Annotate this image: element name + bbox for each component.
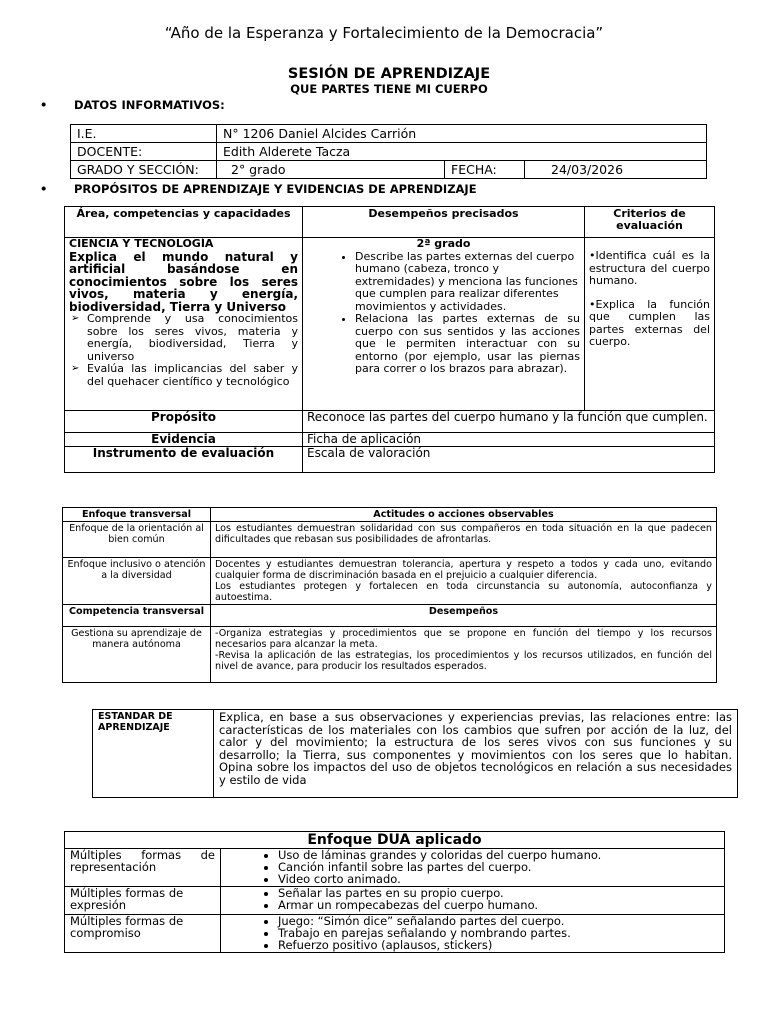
table-row (63, 627, 717, 683)
competencia-items (211, 627, 717, 683)
proposito-label: Propósito (65, 411, 303, 433)
table-row (65, 849, 725, 887)
col-competencia-header: Competencia transversal (63, 605, 211, 627)
fecha-label: FECHA: (445, 161, 525, 179)
list-item: ➢ Evalúa las implicancias del saber y del quehacer científico y tecnológico (87, 363, 298, 388)
docente-value: Edith Alderete Tacza (217, 143, 707, 161)
list-item: -Organiza estrategias y procedimientos que se propone en función del tiempo y los recursos necesarios para alcanzar la meta. (215, 628, 712, 650)
desempenos-cell (303, 238, 585, 411)
table-row (71, 143, 707, 161)
competencia-name: Gestiona su aprendizaje de manera autónoma (63, 627, 211, 683)
ie-label: I.E. (71, 125, 217, 143)
propositos-table (64, 206, 715, 473)
area-cell (65, 238, 303, 411)
list-item: • Refuerzo positivo (aplausos, stickers) (278, 939, 719, 951)
table-row (65, 411, 715, 433)
page-subtitle: QUE PARTES TIENE MI CUERPO (290, 82, 488, 96)
col-actitudes-header: Actitudes o acciones observables (211, 508, 717, 522)
list-item: • Juego: “Simón dice” señalando partes del cuerpo. (278, 915, 719, 927)
area-title: CIENCIA Y TECNOLOGÍA (69, 237, 214, 250)
desempenos-list (307, 251, 580, 376)
competencia-text: Explica el mundo natural y artificial basándose en conocimientos sobre los seres vivos, materia y energía, biodiversidad, Tierra y Universo (69, 249, 298, 314)
estandar-table (92, 709, 738, 798)
grado-title: 2ª grado (416, 237, 471, 250)
criterios-cell (585, 238, 715, 411)
capacidades-list (69, 313, 298, 388)
page-title: SESIÓN DE APRENDIZAJE (287, 66, 491, 82)
evidencia-label: Evidencia (65, 433, 303, 447)
fecha-value: 24/03/2026 (525, 161, 707, 179)
dua-title: Enfoque DUA aplicado (65, 832, 725, 849)
table-row (65, 446, 715, 472)
table-row (63, 605, 717, 627)
enfoque-text: Docentes y estudiantes demuestran tolerancia, apertura y respeto a todos y cada uno, evitando cualquier forma de discriminación basada en el prejuicio a cualquier diferencia. (215, 559, 712, 581)
grado-label: GRADO Y SECCIÓN: (71, 161, 217, 179)
list-item: • Trabajo en parejas señalando y nombrando partes. (278, 927, 719, 939)
dua-row-label: Múltiples formas de expresión (65, 887, 221, 915)
criterio-item: •Explica la función que cumplen las partes externas del cuerpo. (589, 297, 710, 348)
estandar-label: ESTANDAR DE APRENDIZAJE (93, 710, 214, 798)
dua-table (64, 831, 725, 953)
enfoque-name: Enfoque de la orientación al bien común (63, 522, 211, 558)
table-row (65, 238, 715, 411)
dua-row-label: Múltiples formas de compromiso (65, 915, 221, 953)
instrumento-value: Escala de valoración (303, 446, 715, 472)
datos-table (70, 124, 707, 179)
table-row (65, 915, 725, 953)
estandar-text: Explica, en base a sus observaciones y experiencias previas, las relaciones entre: las características de los materiales con los cambios que sufren por acción de la luz, del calor y del movimiento; la estructura de los seres vivos con sus funciones y su desarrollo; la Tierra, sus componentes y movimientos con los seres que lo habitan. Opina sobre los impactos del uso de objetos tecnológicos en relación a sus necesidades y estilo de vida (214, 710, 738, 798)
list-item: • Relaciona las partes externas de su cuerpo con sus sentidos y las acciones que le permiten interactuar con su entorno (por ejemplo, usar las piernas para correr o los brazos para abrazar). (355, 313, 580, 376)
list-item: ➢ Comprende y usa conocimientos sobre los seres vivos, materia y energía, biodiversidad, Tierra y universo (87, 313, 298, 363)
table-row (63, 522, 717, 558)
ie-value: N° 1206 Daniel Alcides Carrión (217, 125, 707, 143)
list-item: • Canción infantil sobre las partes del cuerpo. (278, 861, 719, 873)
bullet-icon: • (40, 98, 48, 112)
table-row (65, 832, 725, 849)
instrumento-label: Instrumento de evaluación (65, 446, 303, 472)
enfoque-name: Enfoque inclusivo o atención a la diversidad (63, 558, 211, 605)
list-item: • Video corto animado. (278, 873, 719, 885)
list-item: • Armar un rompecabezas del cuerpo humano. (278, 899, 719, 911)
table-row (71, 161, 707, 179)
col-criterios-header: Criterios de evaluación (585, 207, 715, 238)
table-row (65, 887, 725, 915)
evidencia-value: Ficha de aplicación (303, 433, 715, 447)
table-row (71, 125, 707, 143)
criterio-item: •Identifica cuál es la estructura del cuerpo humano. (589, 249, 710, 287)
bullet-icon: • (40, 182, 48, 196)
col-area-header: Área, competencias y capacidades (65, 207, 303, 238)
table-row (63, 558, 717, 605)
list-item: • Describe las partes externas del cuerpo humano (cabeza, tronco y extremidades) y menciona las funciones que cumplen para realizar diferentes movimientos y actividades. (355, 251, 580, 314)
docente-label: DOCENTE: (71, 143, 217, 161)
col-enfoque-header: Enfoque transversal (63, 508, 211, 522)
enfoque-text: Los estudiantes protegen y fortalecen en toda circunstancia su autonomía, autoconfianza y autoestima. (215, 581, 712, 603)
list-item: • Uso de láminas grandes y coloridas del cuerpo humano. (278, 849, 719, 861)
table-row (65, 433, 715, 447)
table-row (65, 207, 715, 238)
col-desempenos-header: Desempeños (211, 605, 717, 627)
dua-row-items (221, 915, 725, 953)
enfoques-table (62, 507, 717, 683)
proposito-value: Reconoce las partes del cuerpo humano y la función que cumplen. (303, 411, 715, 433)
enfoque-text: Los estudiantes demuestran solidaridad con sus compañeros en toda situación en la que padecen dificultades que rebasan sus posibilidades de afrontarlas. (211, 522, 717, 558)
enfoque-text-cell (211, 558, 717, 605)
dua-row-items (221, 849, 725, 887)
year-motto: “Año de la Esperanza y Fortalecimiento de la Democracia” (164, 24, 604, 42)
grado-value: 2° grado (217, 161, 445, 179)
col-desempenos-header: Desempeños precisados (303, 207, 585, 238)
dua-row-label: Múltiples formas de representación (65, 849, 221, 887)
dua-row-items (221, 887, 725, 915)
list-item: • Señalar las partes en su propio cuerpo. (278, 887, 719, 899)
list-item: -Revisa la aplicación de las estrategias, los procedimientos y los recursos utilizados, en función del nivel de avance, para producir los resultados esperados. (215, 650, 712, 672)
table-row (93, 710, 738, 798)
table-row (63, 508, 717, 522)
